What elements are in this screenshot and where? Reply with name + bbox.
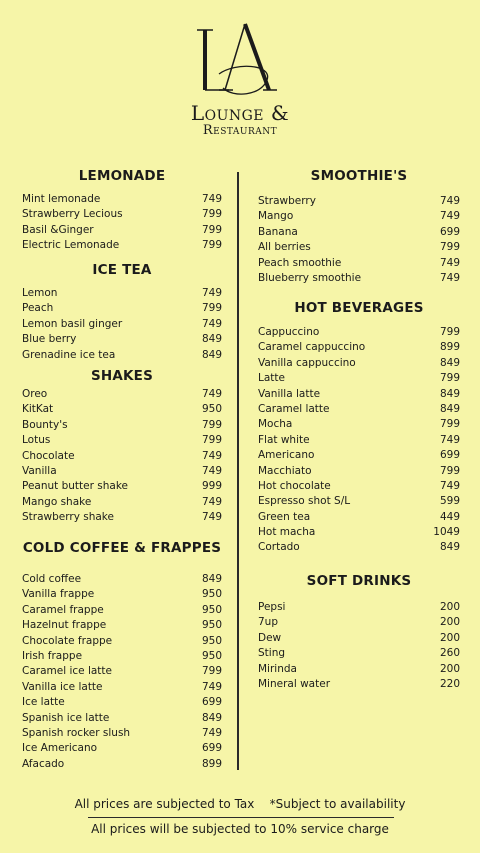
item-name: Grenadine ice tea	[22, 348, 116, 361]
menu-item	[258, 194, 460, 209]
item-price: 749	[201, 495, 222, 508]
menu-item	[22, 223, 222, 238]
menu-item	[258, 325, 460, 340]
item-price: 849	[201, 573, 222, 585]
item-name: Mirinda	[258, 662, 297, 675]
item-price: 749	[201, 449, 222, 462]
menu-item	[258, 371, 460, 386]
item-price: 799	[439, 372, 460, 385]
item-price: 749	[439, 479, 460, 492]
item-price: 950	[201, 603, 222, 616]
item-price: 799	[201, 302, 222, 315]
item-price: 749	[201, 680, 222, 693]
menu-item	[258, 225, 460, 240]
item-name: Electric Lemonade	[22, 239, 120, 252]
item-name: Hot macha	[258, 526, 316, 539]
item-price: 849	[201, 333, 222, 346]
menu-item	[22, 207, 222, 222]
menu-item	[22, 510, 222, 525]
item-price: 899	[439, 341, 460, 354]
menu-item	[258, 433, 460, 448]
menu-item	[258, 464, 460, 479]
item-price: 849	[439, 541, 460, 554]
menu-item	[22, 649, 222, 664]
section-smoothies	[258, 168, 460, 286]
right-column	[258, 168, 460, 692]
section-title: COLD COFFEE & FRAPPES	[22, 540, 222, 556]
section-lemonade	[22, 168, 222, 250]
item-price: 899	[201, 757, 222, 770]
menu-item	[258, 494, 460, 509]
menu-item	[258, 615, 460, 630]
item-price: 200	[439, 662, 460, 675]
la-monogram-icon	[185, 18, 295, 100]
item-price: 699	[201, 696, 222, 709]
item-name: Spanish ice latte	[22, 711, 110, 724]
section-ice-tea	[22, 262, 222, 367]
item-price: 200	[439, 616, 460, 629]
menu-item	[22, 479, 222, 494]
item-name: Peach smoothie	[258, 256, 342, 269]
section-title: SMOOTHIE'S	[310, 168, 408, 184]
column-divider	[237, 172, 239, 770]
item-name: Basil &Ginger	[22, 223, 94, 236]
item-name: Sting	[258, 647, 286, 660]
menu-item	[22, 317, 222, 332]
section-cold-coffee	[22, 540, 222, 772]
item-name: Caramel frappe	[22, 603, 104, 616]
item-name: Caramel ice latte	[22, 665, 112, 678]
menu-item	[258, 387, 460, 402]
menu-item	[22, 286, 222, 301]
item-price: 1049	[433, 526, 460, 539]
item-price: 200	[439, 601, 460, 613]
item-price: 749	[439, 256, 460, 269]
menu-item	[258, 510, 460, 525]
service-charge-note: All prices will be subjected to 10% service charge	[91, 822, 389, 836]
item-name: Lemon basil ginger	[22, 317, 123, 330]
item-price: 950	[201, 588, 222, 601]
menu-item	[258, 662, 460, 677]
item-name: Flat white	[258, 433, 310, 446]
item-price: 849	[439, 356, 460, 369]
section-title: SHAKES	[90, 368, 154, 384]
item-name: Mint lemonade	[22, 193, 101, 205]
item-name: Strawberry shake	[22, 511, 114, 524]
section-soft-drinks	[258, 573, 460, 692]
item-name: Espresso shot S/L	[258, 495, 351, 508]
item-price: 449	[439, 510, 460, 523]
item-name: All berries	[258, 241, 311, 254]
menu-item	[22, 741, 222, 756]
item-name: Peach	[22, 302, 54, 315]
item-name: Ice latte	[22, 696, 65, 709]
item-name: Bounty's	[22, 418, 68, 431]
menu-item	[22, 664, 222, 679]
menu-item	[22, 449, 222, 464]
menu-item	[22, 332, 222, 347]
menu-item	[258, 271, 460, 286]
item-name: Caramel latte	[258, 402, 330, 415]
item-name: Oreo	[22, 388, 48, 400]
item-price: 749	[439, 195, 460, 207]
item-name: Strawberry Lecious	[22, 208, 123, 221]
item-price: 849	[201, 711, 222, 724]
menu-item	[258, 356, 460, 371]
item-name: Vanilla cappuccino	[258, 356, 356, 369]
item-price: 799	[201, 434, 222, 447]
item-name: Mocha	[258, 418, 293, 431]
item-price: 799	[201, 418, 222, 431]
item-price: 950	[201, 403, 222, 416]
item-name: Latte	[258, 372, 285, 385]
item-price: 799	[439, 418, 460, 431]
tax-note: All prices are subjected to Tax *Subject to availability	[74, 797, 406, 811]
menu-item	[22, 603, 222, 618]
item-price: 200	[439, 631, 460, 644]
menu-item	[258, 256, 460, 271]
item-price: 749	[201, 287, 222, 299]
item-price: 699	[439, 449, 460, 462]
menu-item	[22, 587, 222, 602]
section-hot-beverages	[258, 300, 460, 560]
item-price: 999	[201, 480, 222, 493]
left-column	[22, 168, 222, 772]
menu-item	[258, 417, 460, 432]
menu-item	[258, 479, 460, 494]
section-title: SOFT DRINKS	[306, 573, 412, 589]
item-price: 749	[439, 271, 460, 284]
section-title: HOT BEVERAGES	[294, 300, 424, 316]
item-price: 749	[201, 193, 222, 205]
menu-item	[22, 402, 222, 417]
menu-item	[258, 448, 460, 463]
footer-divider	[88, 817, 394, 818]
item-name: Spanish rocker slush	[22, 726, 131, 739]
item-price: 950	[201, 649, 222, 662]
item-name: Caramel cappuccino	[258, 341, 366, 354]
logo	[0, 18, 480, 138]
item-name: Afacado	[22, 757, 65, 770]
item-price: 749	[201, 726, 222, 739]
item-name: Blueberry smoothie	[258, 271, 362, 284]
item-name: Banana	[258, 225, 298, 238]
item-price: 799	[201, 239, 222, 252]
menu-item	[22, 418, 222, 433]
item-price: 699	[201, 742, 222, 755]
item-price: 799	[201, 665, 222, 678]
item-name: Hot chocolate	[258, 479, 331, 492]
menu-item	[258, 600, 460, 615]
item-price: 749	[439, 210, 460, 223]
item-price: 749	[439, 433, 460, 446]
item-name: Mango	[258, 210, 294, 223]
item-price: 799	[201, 223, 222, 236]
item-price: 849	[439, 387, 460, 400]
menu-item	[258, 340, 460, 355]
brand-name: Lounge &	[190, 101, 290, 125]
item-name: Irish frappe	[22, 649, 83, 662]
menu-item	[22, 711, 222, 726]
menu-item	[22, 464, 222, 479]
item-name: Americano	[258, 449, 315, 462]
item-price: 749	[201, 317, 222, 330]
menu-item	[22, 695, 222, 710]
item-name: Blue berry	[22, 333, 77, 346]
menu-item	[22, 238, 222, 253]
item-name: Mineral water	[258, 677, 331, 690]
menu-item	[258, 525, 460, 540]
menu-item	[22, 634, 222, 649]
section-shakes	[22, 368, 222, 528]
menu-item	[22, 301, 222, 316]
item-name: Chocolate frappe	[22, 634, 113, 647]
section-title: ICE TEA	[92, 262, 152, 278]
menu-item	[22, 680, 222, 695]
item-name: Cortado	[258, 541, 300, 554]
menu-item	[258, 540, 460, 555]
item-price: 749	[201, 511, 222, 524]
item-price: 699	[439, 225, 460, 238]
item-price: 950	[201, 619, 222, 632]
item-price: 749	[201, 464, 222, 477]
menu-item	[22, 572, 222, 587]
item-name: Lotus	[22, 434, 51, 447]
menu-item	[258, 240, 460, 255]
item-price: 799	[201, 208, 222, 221]
menu-item	[22, 433, 222, 448]
item-price: 749	[201, 388, 222, 400]
menu-item	[22, 618, 222, 633]
item-name: Strawberry	[258, 195, 316, 207]
item-name: Green tea	[258, 510, 311, 523]
menu-item	[258, 209, 460, 224]
menu-item	[22, 387, 222, 402]
item-name: 7up	[258, 616, 279, 629]
item-name: Lemon	[22, 287, 58, 299]
section-title: LEMONADE	[78, 168, 166, 184]
item-name: Pepsi	[258, 601, 286, 613]
item-price: 950	[201, 634, 222, 647]
menu-item	[258, 646, 460, 661]
item-name: Vanilla ice latte	[22, 680, 103, 693]
item-price: 799	[439, 326, 460, 338]
item-name: Dew	[258, 631, 282, 644]
item-name: Vanilla frappe	[22, 588, 95, 601]
menu-item	[258, 631, 460, 646]
item-name: Ice Americano	[22, 742, 98, 755]
item-name: Macchiato	[258, 464, 312, 477]
menu-item	[22, 726, 222, 741]
item-price: 220	[439, 677, 460, 690]
item-name: Chocolate	[22, 449, 75, 462]
item-price: 849	[201, 348, 222, 361]
item-price: 599	[439, 495, 460, 508]
item-price: 799	[439, 464, 460, 477]
menu-item	[22, 348, 222, 363]
item-name: Vanilla	[22, 464, 57, 477]
menu-item	[22, 192, 222, 207]
item-price: 849	[439, 402, 460, 415]
menu-item	[22, 757, 222, 772]
item-name: Hazelnut frappe	[22, 619, 107, 632]
item-name: Cappuccino	[258, 326, 320, 338]
menu-item	[22, 495, 222, 510]
item-name: Cold coffee	[22, 573, 82, 585]
item-price: 799	[439, 241, 460, 254]
item-name: Vanilla latte	[258, 387, 321, 400]
menu-item	[258, 402, 460, 417]
menu-item	[258, 677, 460, 692]
brand-subtitle: Restaurant	[202, 123, 278, 138]
item-price: 260	[439, 647, 460, 660]
item-name: Mango shake	[22, 495, 92, 508]
item-name: KitKat	[22, 403, 54, 416]
item-name: Peanut butter shake	[22, 480, 129, 493]
